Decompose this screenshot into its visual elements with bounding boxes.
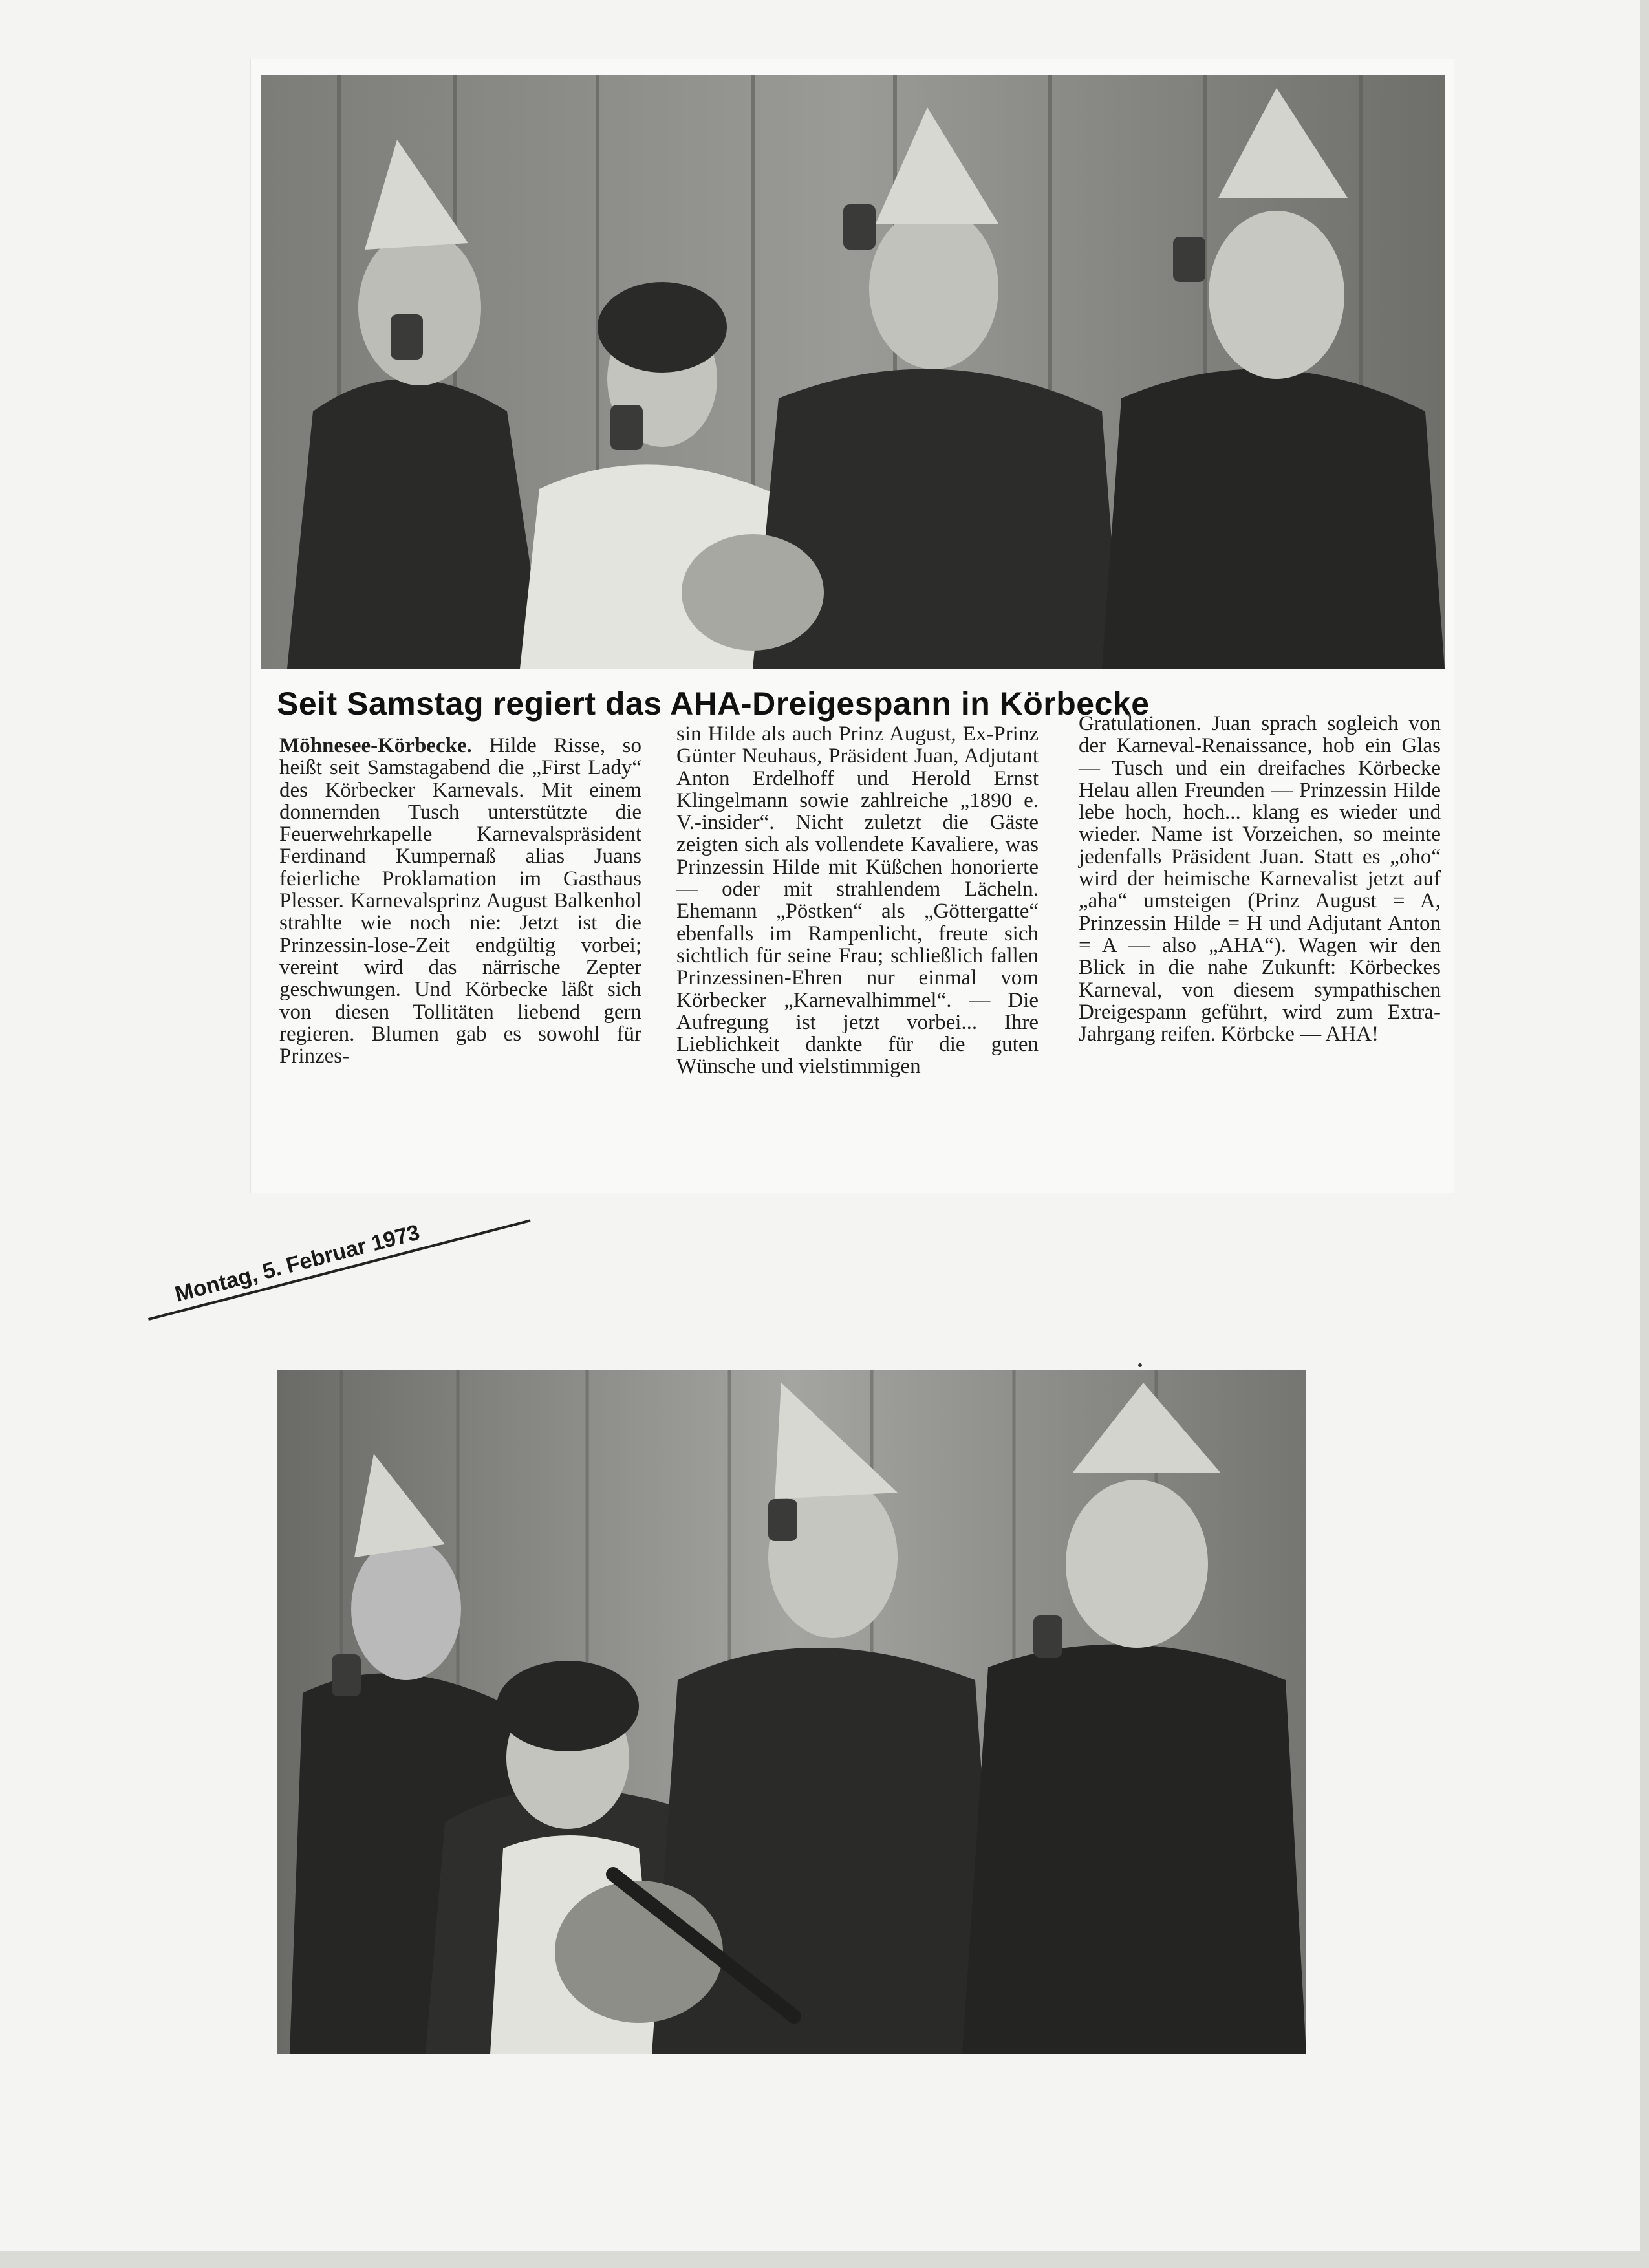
article-column-2: [676, 723, 1039, 1078]
photo-print: [277, 1370, 1306, 2054]
page-edge: [0, 2251, 1649, 2268]
article-headline: Seit Samstag regiert das AHA-Dreigespann in Körbecke: [277, 686, 1150, 722]
scan-mark: [1138, 1363, 1142, 1367]
column-body: Hilde Risse, so heißt seit Samstagabend die „First Lady“ des Körbecker Karnevals. Mit einem donnernden Tusch unterstützte die Feuerwehrkapelle Karnevalspräsident Ferdinand Kumpernaß alias Juans feierliche Proklamation im Gasthaus Plesser. Karnevalsprinz August Balkenhol strahlte wie noch nie: Jetzt ist die Prinzessin-lose-Zeit endgültig vorbei; vereint wird das närrische Zepter geschwungen. Und Körbecke läßt sich von diesen Tollitäten liebend gern regieren. Blumen gab es sowohl für Prinzes-: [279, 734, 641, 1068]
article-column-1: [279, 735, 641, 1067]
column-body: sin Hilde als auch Prinz August, Ex-Prinz Günter Neuhaus, Präsident Juan, Adjutant Anton Erdelhoff und Herold Ernst Klingelmann sowie zahlreiche „1890 e. V.-insider“. Nicht zuletzt die Gäste zeigten sich als vollendete Kavaliere, was Prinzessin Hilde mit Küßchen honorierte — oder mit strahlendem Lächeln. Ehemann „Pöstken“ als „Göttergatte“ ebenfalls im Rampenlicht, freute sich sichtlich für seine Frau; schließlich fallen Prinzessinen-Ehren nur einmal vom Körbecker „Karnevalhimmel“. — Die Aufregung ist jetzt vorbei... Ihre Lieblichkeit dankte für die guten Wünsche und vielstimmigen: [676, 722, 1039, 1079]
newspaper-photo: [261, 75, 1445, 669]
newspaper-clipping: [251, 59, 1454, 1193]
column-body: Gratulationen. Juan sprach sogleich von der Karneval-Renaissance, hob ein Glas — Tusch und ein dreifaches Körbecke Helau allen Freunden — Prinzessin Hilde lebe hoch, hoch... klang es wieder und wieder. Name ist Vorzeichen, so meinte jedenfalls Präsident Juan. Statt es „oho“ wird der heimische Karnevalist jetzt auf „aha“ umsteigen (Prinz August = A, Prinzessin Hilde = H und Adjutant Anton = A — also „AHA“). Wagen wir den Blick in die nahe Zukunft: Körbeckes Karneval, von diesem sympathischen Dreigespann geführt, wird zum Extra-Jahrgang reifen. Körbcke — AHA!: [1079, 712, 1441, 1046]
dateline: Möhnesee-Körbecke.: [279, 734, 472, 757]
page-edge: [1640, 0, 1649, 2268]
date-stamp: Montag, 5. Februar 1973: [141, 1193, 530, 1321]
article-column-3: [1079, 713, 1441, 1045]
photo-illustration: [261, 75, 1445, 669]
photo-illustration: [277, 1370, 1306, 2054]
column-text: [279, 735, 641, 1067]
